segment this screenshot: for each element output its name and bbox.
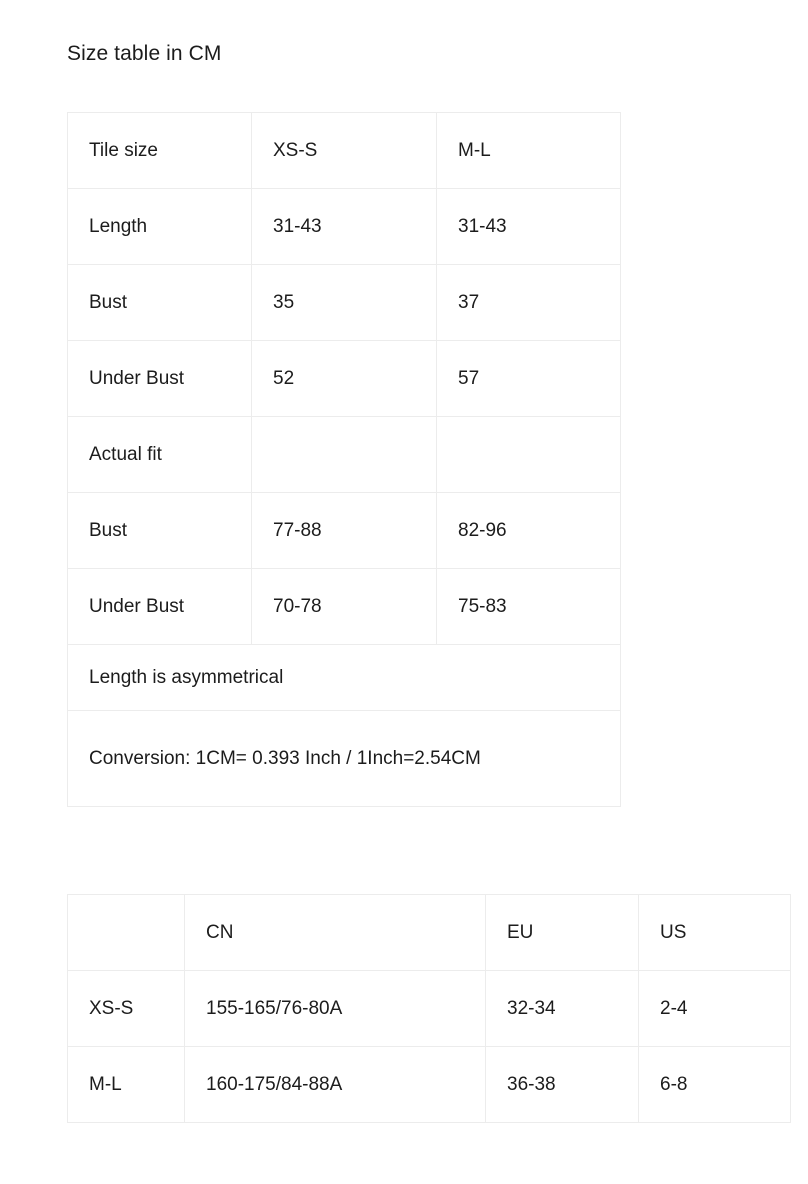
cell-ml: 31-43 [437,189,621,265]
table-row [68,265,621,341]
cell-label: Actual fit [68,417,252,493]
cell-label: Under Bust [68,569,252,645]
cell-xss: 77-88 [252,493,437,569]
cell-ml [437,417,621,493]
cell-ml: 57 [437,341,621,417]
international-size-conversion-table [67,894,791,1123]
table-row [68,189,621,265]
cell-xss [252,417,437,493]
size-table-cm [67,112,621,807]
cell-xss: XS-S [252,113,437,189]
cell-ml: 75-83 [437,569,621,645]
cell-xss: 35 [252,265,437,341]
cell-size-label: XS-S [68,971,185,1047]
table-row [68,417,621,493]
cell-cn: 155-165/76-80A [185,971,486,1047]
cell-xss: 70-78 [252,569,437,645]
table-row-conversion [68,711,621,807]
cell-ml: 82-96 [437,493,621,569]
table-row [68,1047,791,1123]
cell-xss: 52 [252,341,437,417]
conversion-note: Conversion: 1CM= 0.393 Inch / 1Inch=2.54CM [89,747,481,769]
cell-us: 6-8 [639,1047,791,1123]
table-row [68,341,621,417]
cell-label: Under Bust [68,341,252,417]
header-blank [68,895,185,971]
cell-ml: 37 [437,265,621,341]
cell-label: Bust [68,265,252,341]
cell-eu: 36-38 [486,1047,639,1123]
table-header-row [68,895,791,971]
cell-ml: M-L [437,113,621,189]
cell-label: Tile size [68,113,252,189]
header-cn: CN [185,895,486,971]
conversion-note-cell [68,711,621,807]
cell-label: Length [68,189,252,265]
table-row-note [68,645,621,711]
table-row [68,971,791,1047]
cell-eu: 32-34 [486,971,639,1047]
header-eu: EU [486,895,639,971]
page-title: Size table in CM [67,42,222,65]
table-row [68,493,621,569]
cell-size-label: M-L [68,1047,185,1123]
table-row [68,113,621,189]
header-us: US [639,895,791,971]
table-row [68,569,621,645]
cell-cn: 160-175/84-88A [185,1047,486,1123]
cell-label: Bust [68,493,252,569]
cell-xss: 31-43 [252,189,437,265]
asymmetrical-note: Length is asymmetrical [68,645,621,711]
cell-us: 2-4 [639,971,791,1047]
